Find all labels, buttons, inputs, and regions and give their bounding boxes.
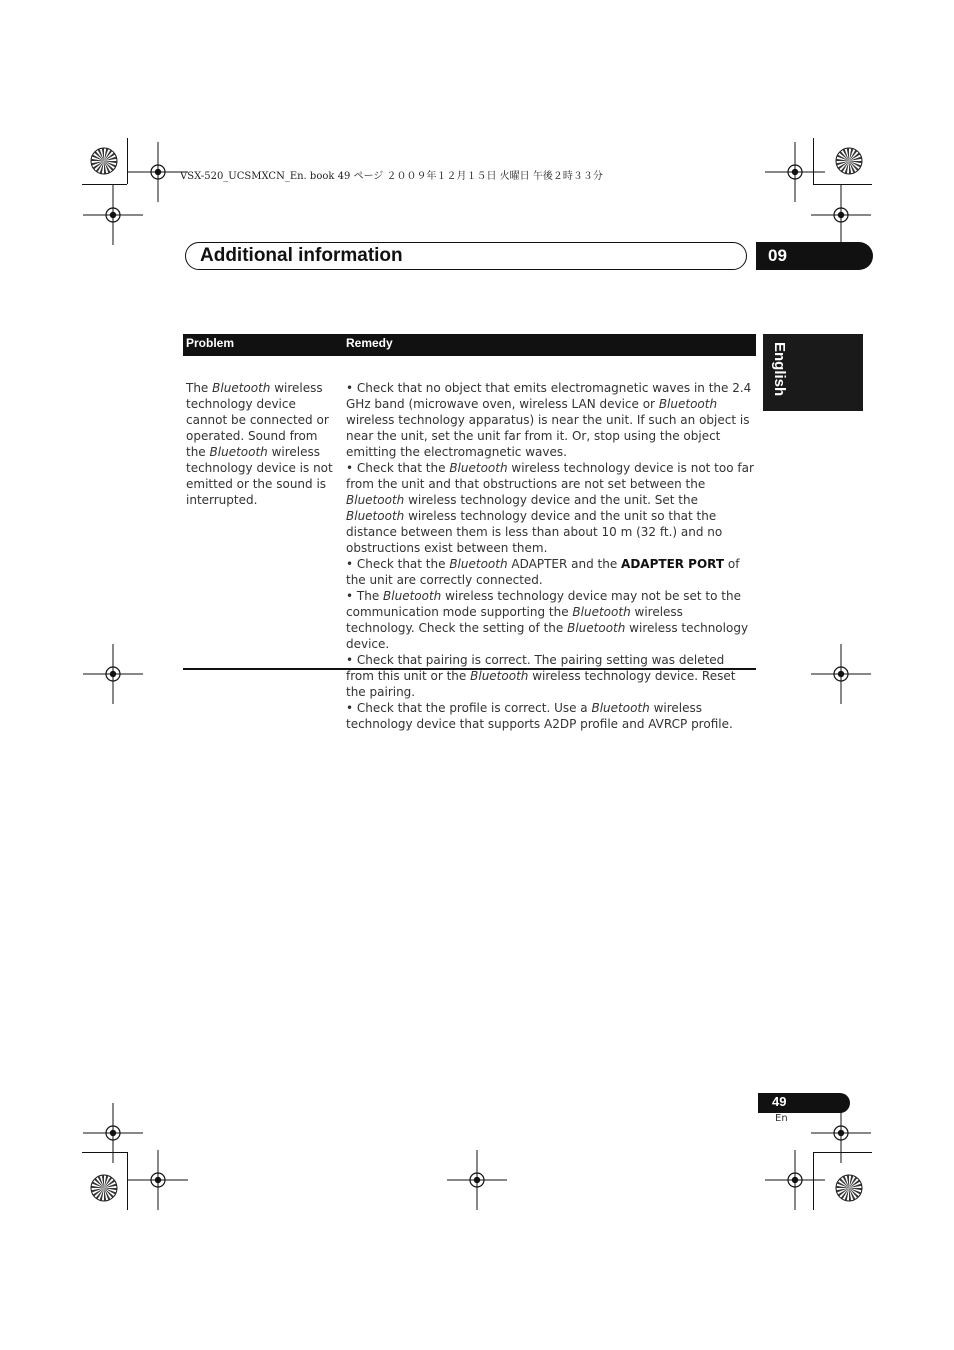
remedy-item-6: [346, 700, 754, 732]
language-tab: [763, 334, 863, 411]
remedy-text: • The: [346, 589, 384, 603]
remedy-italic: Bluetooth: [572, 605, 631, 619]
chapter-number: 09: [768, 246, 787, 265]
problem-text: The: [186, 381, 213, 395]
column-header-remedy: Remedy: [346, 336, 393, 350]
remedy-text: ADAPTER and the: [507, 557, 622, 571]
star-target-icon: [834, 146, 864, 176]
remedy-text: wireless technology device. Reset the pairing.: [346, 669, 736, 699]
remedy-item-1: [346, 380, 754, 460]
remedy-text: of the unit are correctly connected.: [346, 557, 740, 587]
language-label: English: [771, 342, 788, 397]
registration-mark-icon: [83, 644, 143, 704]
problem-italic: Bluetooth: [212, 381, 271, 395]
remedy-text: • Check that no object that emits electromagnetic waves in the 2.4 GHz band (microwave oven, wireless LAN device or: [346, 381, 752, 411]
remedy-italic: Bluetooth: [591, 701, 650, 715]
problem-italic: Bluetooth: [209, 445, 268, 459]
remedy-italic: Bluetooth: [383, 589, 442, 603]
remedy-italic: Bluetooth: [567, 621, 626, 635]
star-target-icon: [89, 146, 119, 176]
remedy-item-2: [346, 460, 754, 556]
problem-text: wireless technology device is not emitted or the sound is interrupted.: [186, 445, 333, 507]
remedy-text: wireless technology device that supports A2DP profile and AVRCP profile.: [346, 701, 733, 731]
remedy-italic: Bluetooth: [658, 397, 718, 411]
remedy-italic: Bluetooth: [449, 461, 508, 475]
remedy-text: • Check that the profile is correct. Use a: [346, 701, 592, 715]
remedy-item-5: [346, 652, 754, 700]
registration-mark-icon: [765, 1150, 825, 1210]
remedy-text: wireless technology device is not too far from the unit and that obstructions are not set between the: [346, 461, 754, 491]
troubleshooting-table: [183, 334, 756, 731]
remedy-cell: [346, 380, 754, 732]
remedy-text: wireless technology device.: [346, 621, 749, 651]
remedy-text: wireless technology device may not be set to the communication mode supporting the: [346, 589, 741, 619]
remedy-text: wireless technology device and the unit so that the distance between them is less than about 10 m (32 ft.) and no obstructions exist between them.: [346, 509, 723, 555]
remedy-bold: ADAPTER PORT: [621, 557, 725, 571]
star-target-icon: [89, 1173, 119, 1203]
page-number: 49: [772, 1094, 787, 1109]
chapter-badge: [756, 242, 873, 270]
remedy-item-4: [346, 588, 754, 652]
remedy-italic: Bluetooth: [449, 557, 508, 571]
problem-text: wireless technology device cannot be connected or operated. Sound from the: [186, 381, 329, 459]
table-row: [183, 356, 756, 731]
star-target-icon: [834, 1173, 864, 1203]
registration-mark-icon: [128, 1150, 188, 1210]
remedy-text: • Check that the: [346, 557, 450, 571]
remedy-text: wireless technology. Check the setting of the: [346, 605, 683, 635]
table-header: [183, 334, 756, 356]
registration-mark-icon: [811, 185, 871, 245]
remedy-italic: Bluetooth: [346, 509, 405, 523]
column-header-problem: Problem: [186, 336, 235, 350]
remedy-item-3: [346, 556, 754, 588]
registration-mark-icon: [83, 185, 143, 245]
remedy-text: • Check that the: [346, 461, 450, 475]
remedy-text: wireless technology apparatus) is near the unit. If such an object is near the unit, set the unit far from it. Or, stop using the object emitting the electromagnetic waves.: [346, 413, 750, 459]
remedy-italic: Bluetooth: [470, 669, 529, 683]
remedy-italic: Bluetooth: [346, 493, 405, 507]
problem-cell: [186, 380, 338, 508]
remedy-text: • Check that pairing is correct. The pairing setting was deleted from this unit or the: [346, 653, 725, 683]
page-language: En: [775, 1113, 788, 1124]
registration-mark-icon: [811, 644, 871, 704]
remedy-text: wireless technology device and the unit. Set the: [404, 493, 698, 507]
registration-mark-icon: [447, 1150, 507, 1210]
page-title: Additional information: [200, 245, 403, 266]
print-slug: VSX-520_UCSMXCN_En. book 49 ページ ２００９年１２月１５日 火曜日 午後２時３３分: [180, 171, 603, 182]
